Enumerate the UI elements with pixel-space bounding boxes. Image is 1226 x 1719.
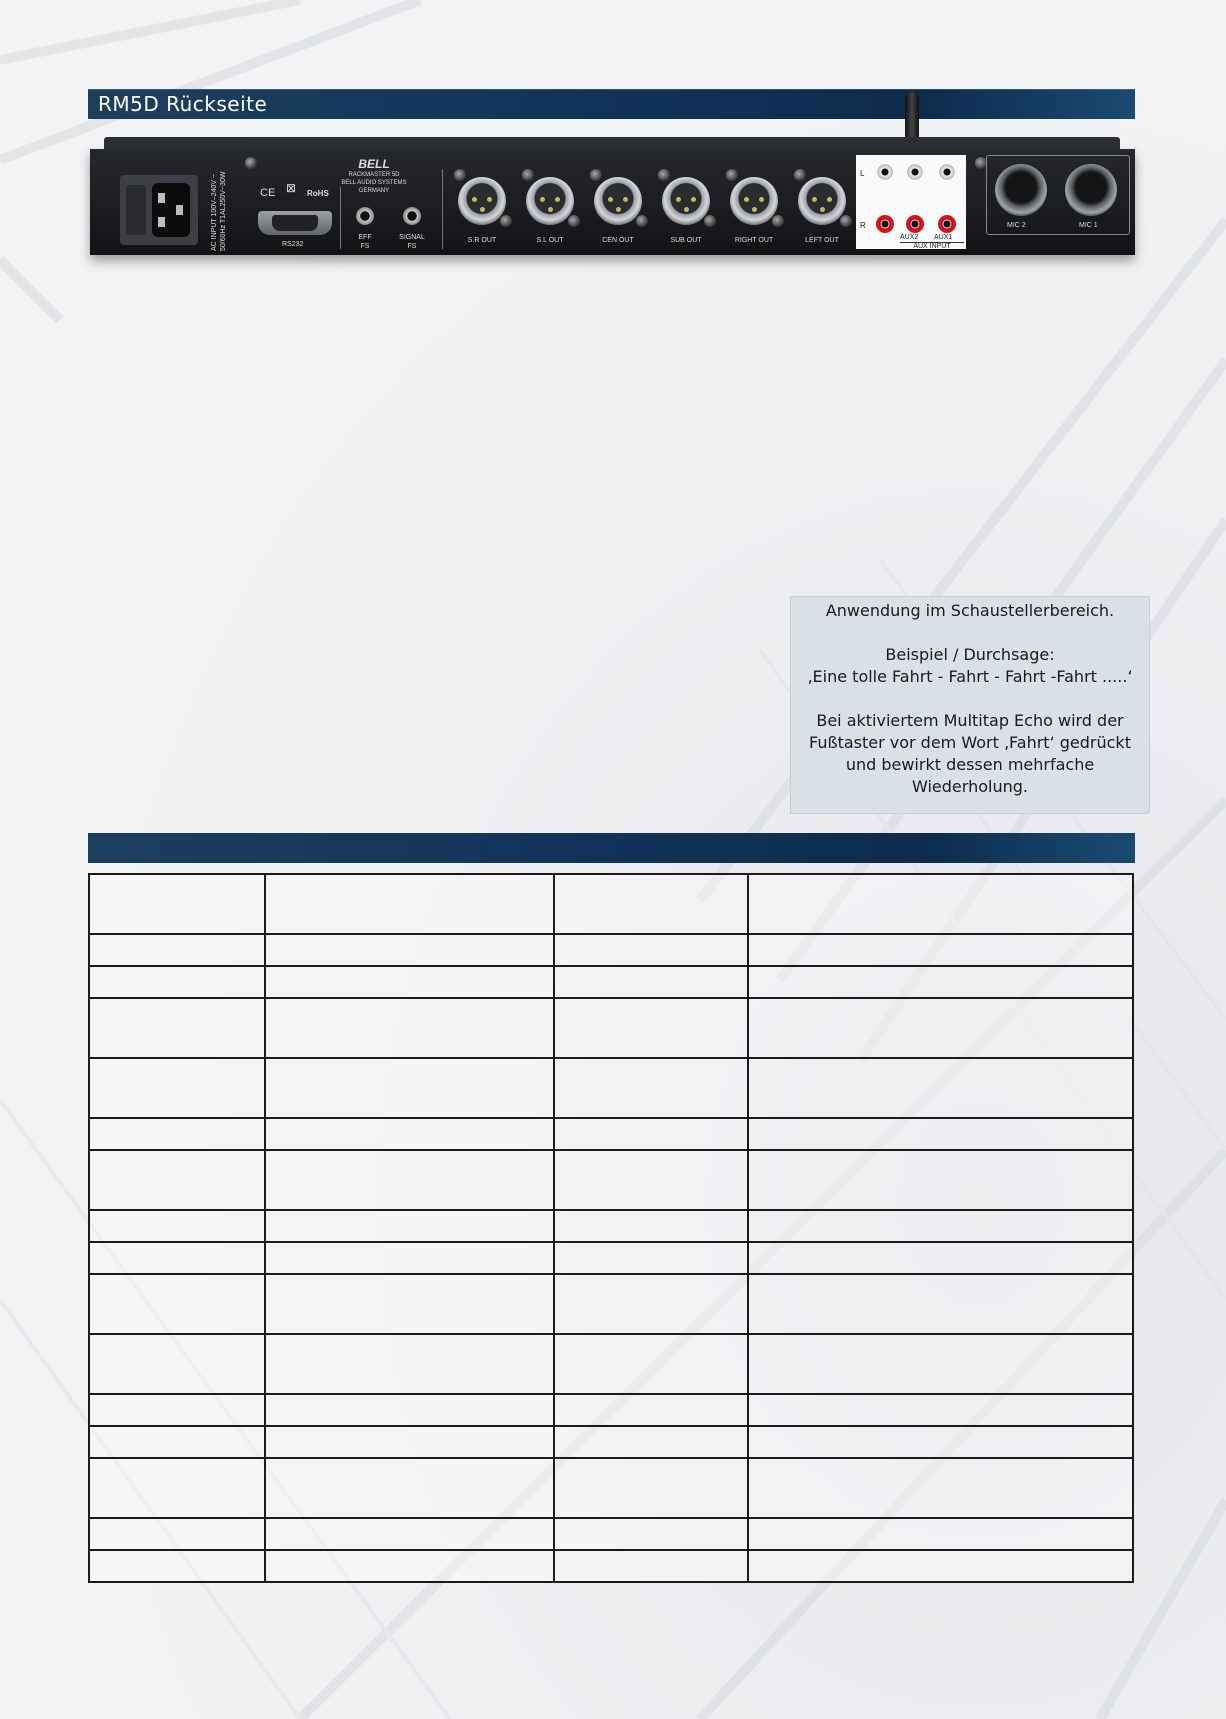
spec-section-header-bar: [88, 833, 1135, 863]
table-cell: [554, 998, 748, 1058]
aux-r-label: R: [860, 221, 866, 230]
note-line-4: Bei aktiviertem Multitap Echo wird der: [816, 711, 1124, 730]
table-cell: [748, 1058, 1133, 1118]
note-line-2: Beispiel / Durchsage:: [885, 645, 1055, 664]
xlr-output-jack: [662, 177, 710, 225]
table-cell: [554, 1458, 748, 1518]
eff-fs-label-2: FS: [360, 243, 370, 250]
xlr-output-jack: [526, 177, 574, 225]
table-cell: [89, 1210, 265, 1242]
screw-icon: [500, 215, 512, 227]
table-cell: [265, 1458, 554, 1518]
iec-socket-icon: [152, 183, 190, 237]
signal-fs-label-2: FS: [407, 243, 417, 250]
table-row: [89, 1274, 1133, 1334]
mic2-combo-jack: [995, 164, 1047, 216]
note-line-5: Fußtaster vor dem Wort ‚Fahrt‘ gedrückt: [809, 733, 1131, 752]
aux2-label: AUX2: [900, 234, 919, 241]
model-line-2: BELL AUDIO SYSTEMS: [341, 180, 407, 186]
table-cell: [554, 1058, 748, 1118]
xlr-output-jack: [458, 177, 506, 225]
mic1-label: MIC 1: [1079, 222, 1098, 229]
table-cell: [554, 1550, 748, 1582]
model-line-1: RACKMASTER 5D: [348, 172, 400, 178]
rs232-port: [258, 211, 332, 235]
table-cell: [89, 1394, 265, 1426]
note-line-3: ‚Eine tolle Fahrt - Fahrt - Fahrt -Fahrt .....‘: [807, 667, 1133, 686]
table-cell: [89, 998, 265, 1058]
table-cell: [554, 1118, 748, 1150]
table-cell: [748, 874, 1133, 934]
table-cell: [265, 1242, 554, 1274]
table-row: [89, 1150, 1133, 1210]
device-rear-panel: [90, 149, 1135, 255]
table-cell: [89, 1458, 265, 1518]
table-cell: [89, 966, 265, 998]
table-cell: [748, 998, 1133, 1058]
table-cell: [748, 1426, 1133, 1458]
mic1-combo-jack: [1065, 164, 1117, 216]
xlr-output-label: S.R OUT: [467, 237, 497, 244]
table-cell: [554, 1242, 748, 1274]
table-cell: [748, 1118, 1133, 1150]
screw-icon: [840, 215, 852, 227]
note-line-6: und bewirkt dessen mehrfache: [845, 755, 1095, 774]
xlr-output-label: RIGHT OUT: [734, 237, 774, 244]
table-cell: [748, 1518, 1133, 1550]
fuse-holder: [126, 185, 146, 235]
rohs-mark: RoHS: [307, 189, 329, 198]
table-cell: [89, 1058, 265, 1118]
table-cell: [748, 1274, 1133, 1334]
table-cell: [89, 934, 265, 966]
table-row: [89, 1458, 1133, 1518]
eff-fs-jack: [356, 207, 374, 225]
table-cell: [265, 1058, 554, 1118]
table-cell: [554, 1394, 748, 1426]
table-cell: [554, 874, 748, 934]
table-cell: [89, 1150, 265, 1210]
xlr-output-label: LEFT OUT: [805, 237, 839, 244]
screw-icon: [522, 169, 534, 181]
screw-icon: [658, 169, 670, 181]
screw-icon: [245, 157, 257, 169]
table-row: [89, 874, 1133, 934]
antenna: [905, 92, 919, 138]
table-cell: [554, 1150, 748, 1210]
table-row: [89, 1210, 1133, 1242]
weee-icon: ⊠: [286, 181, 297, 195]
table-cell: [265, 1550, 554, 1582]
table-cell: [748, 1394, 1133, 1426]
table-cell: [554, 966, 748, 998]
rca-white-jack: [906, 163, 924, 181]
xlr-output-jack: [594, 177, 642, 225]
aux-input-panel: [856, 155, 966, 249]
table-cell: [554, 1518, 748, 1550]
table-row: [89, 1242, 1133, 1274]
table-row: [89, 934, 1133, 966]
table-cell: [265, 874, 554, 934]
table-cell: [748, 1242, 1133, 1274]
xlr-output-jack: [730, 177, 778, 225]
table-cell: [265, 1518, 554, 1550]
screw-icon: [726, 169, 738, 181]
table-cell: [265, 1150, 554, 1210]
rca-white-jack: [876, 163, 894, 181]
table-cell: [265, 1118, 554, 1150]
table-row: [89, 1426, 1133, 1458]
note-line-1: Anwendung im Schaustellerbereich.: [825, 601, 1115, 620]
xlr-output-label: S.L OUT: [536, 237, 564, 244]
table-cell: [554, 1210, 748, 1242]
table-cell: [265, 1394, 554, 1426]
aux-input-label: AUX INPUT: [900, 242, 964, 250]
table-row: [89, 1118, 1133, 1150]
screw-icon: [704, 215, 716, 227]
table-row: [89, 1334, 1133, 1394]
screw-icon: [454, 169, 466, 181]
mic-panel: [986, 155, 1130, 235]
signal-fs-label-1: SIGNAL: [399, 234, 425, 241]
table-cell: [265, 934, 554, 966]
table-cell: [89, 1242, 265, 1274]
signal-fs-jack: [403, 207, 421, 225]
table-cell: [89, 1118, 265, 1150]
table-cell: [554, 1334, 748, 1394]
xlr-output-jack: [798, 177, 846, 225]
table-row: [89, 998, 1133, 1058]
table-cell: [89, 874, 265, 934]
table-cell: [748, 1210, 1133, 1242]
table-cell: [265, 966, 554, 998]
screw-icon: [794, 169, 806, 181]
table-cell: [748, 1550, 1133, 1582]
xlr-output-label: CEN OUT: [602, 237, 634, 244]
ce-mark: CE: [260, 187, 276, 199]
screw-icon: [636, 215, 648, 227]
table-cell: [554, 1426, 748, 1458]
table-cell: [89, 1550, 265, 1582]
table-cell: [554, 934, 748, 966]
rca-white-jack: [938, 163, 956, 181]
screw-icon: [590, 169, 602, 181]
screw-icon: [568, 215, 580, 227]
rca-red-jack: [906, 215, 924, 233]
table-cell: [748, 934, 1133, 966]
table-cell: [265, 1426, 554, 1458]
aux1-label: AUX1: [934, 234, 953, 241]
table-cell: [265, 1334, 554, 1394]
mic2-label: MIC 2: [1007, 222, 1026, 229]
table-cell: [748, 966, 1133, 998]
page-title: RM5D Rückseite: [98, 92, 268, 116]
rs232-label: RS232: [282, 241, 304, 248]
table-cell: [748, 1150, 1133, 1210]
xlr-output-label: SUB OUT: [670, 237, 702, 244]
table-row: [89, 1550, 1133, 1582]
table-row: [89, 1518, 1133, 1550]
table-row: [89, 1058, 1133, 1118]
table-row: [89, 1394, 1133, 1426]
table-cell: [89, 1426, 265, 1458]
table-cell: [89, 1518, 265, 1550]
model-line-3: GERMANY: [358, 188, 390, 194]
page-header-bar: [88, 89, 1135, 119]
note-line-7: Wiederholung.: [912, 777, 1028, 796]
table-cell: [748, 1334, 1133, 1394]
brand-logo: BELL: [358, 157, 390, 171]
power-inlet: [120, 175, 198, 245]
ac-input-label: AC INPUT 100V–240V ~ 50/60Hz T1AL250V~30W: [211, 171, 227, 251]
table-cell: [554, 1274, 748, 1334]
application-note: [790, 596, 1150, 814]
screw-icon: [772, 215, 784, 227]
rca-red-jack: [938, 215, 956, 233]
rca-red-jack: [876, 215, 894, 233]
spec-table: [88, 873, 1134, 1583]
aux-l-label: L: [860, 169, 865, 178]
table-cell: [748, 1458, 1133, 1518]
table-cell: [265, 1274, 554, 1334]
table-cell: [89, 1334, 265, 1394]
table-cell: [265, 998, 554, 1058]
table-cell: [265, 1210, 554, 1242]
eff-fs-label-1: EFF: [358, 234, 372, 241]
table-cell: [89, 1274, 265, 1334]
table-row: [89, 966, 1133, 998]
